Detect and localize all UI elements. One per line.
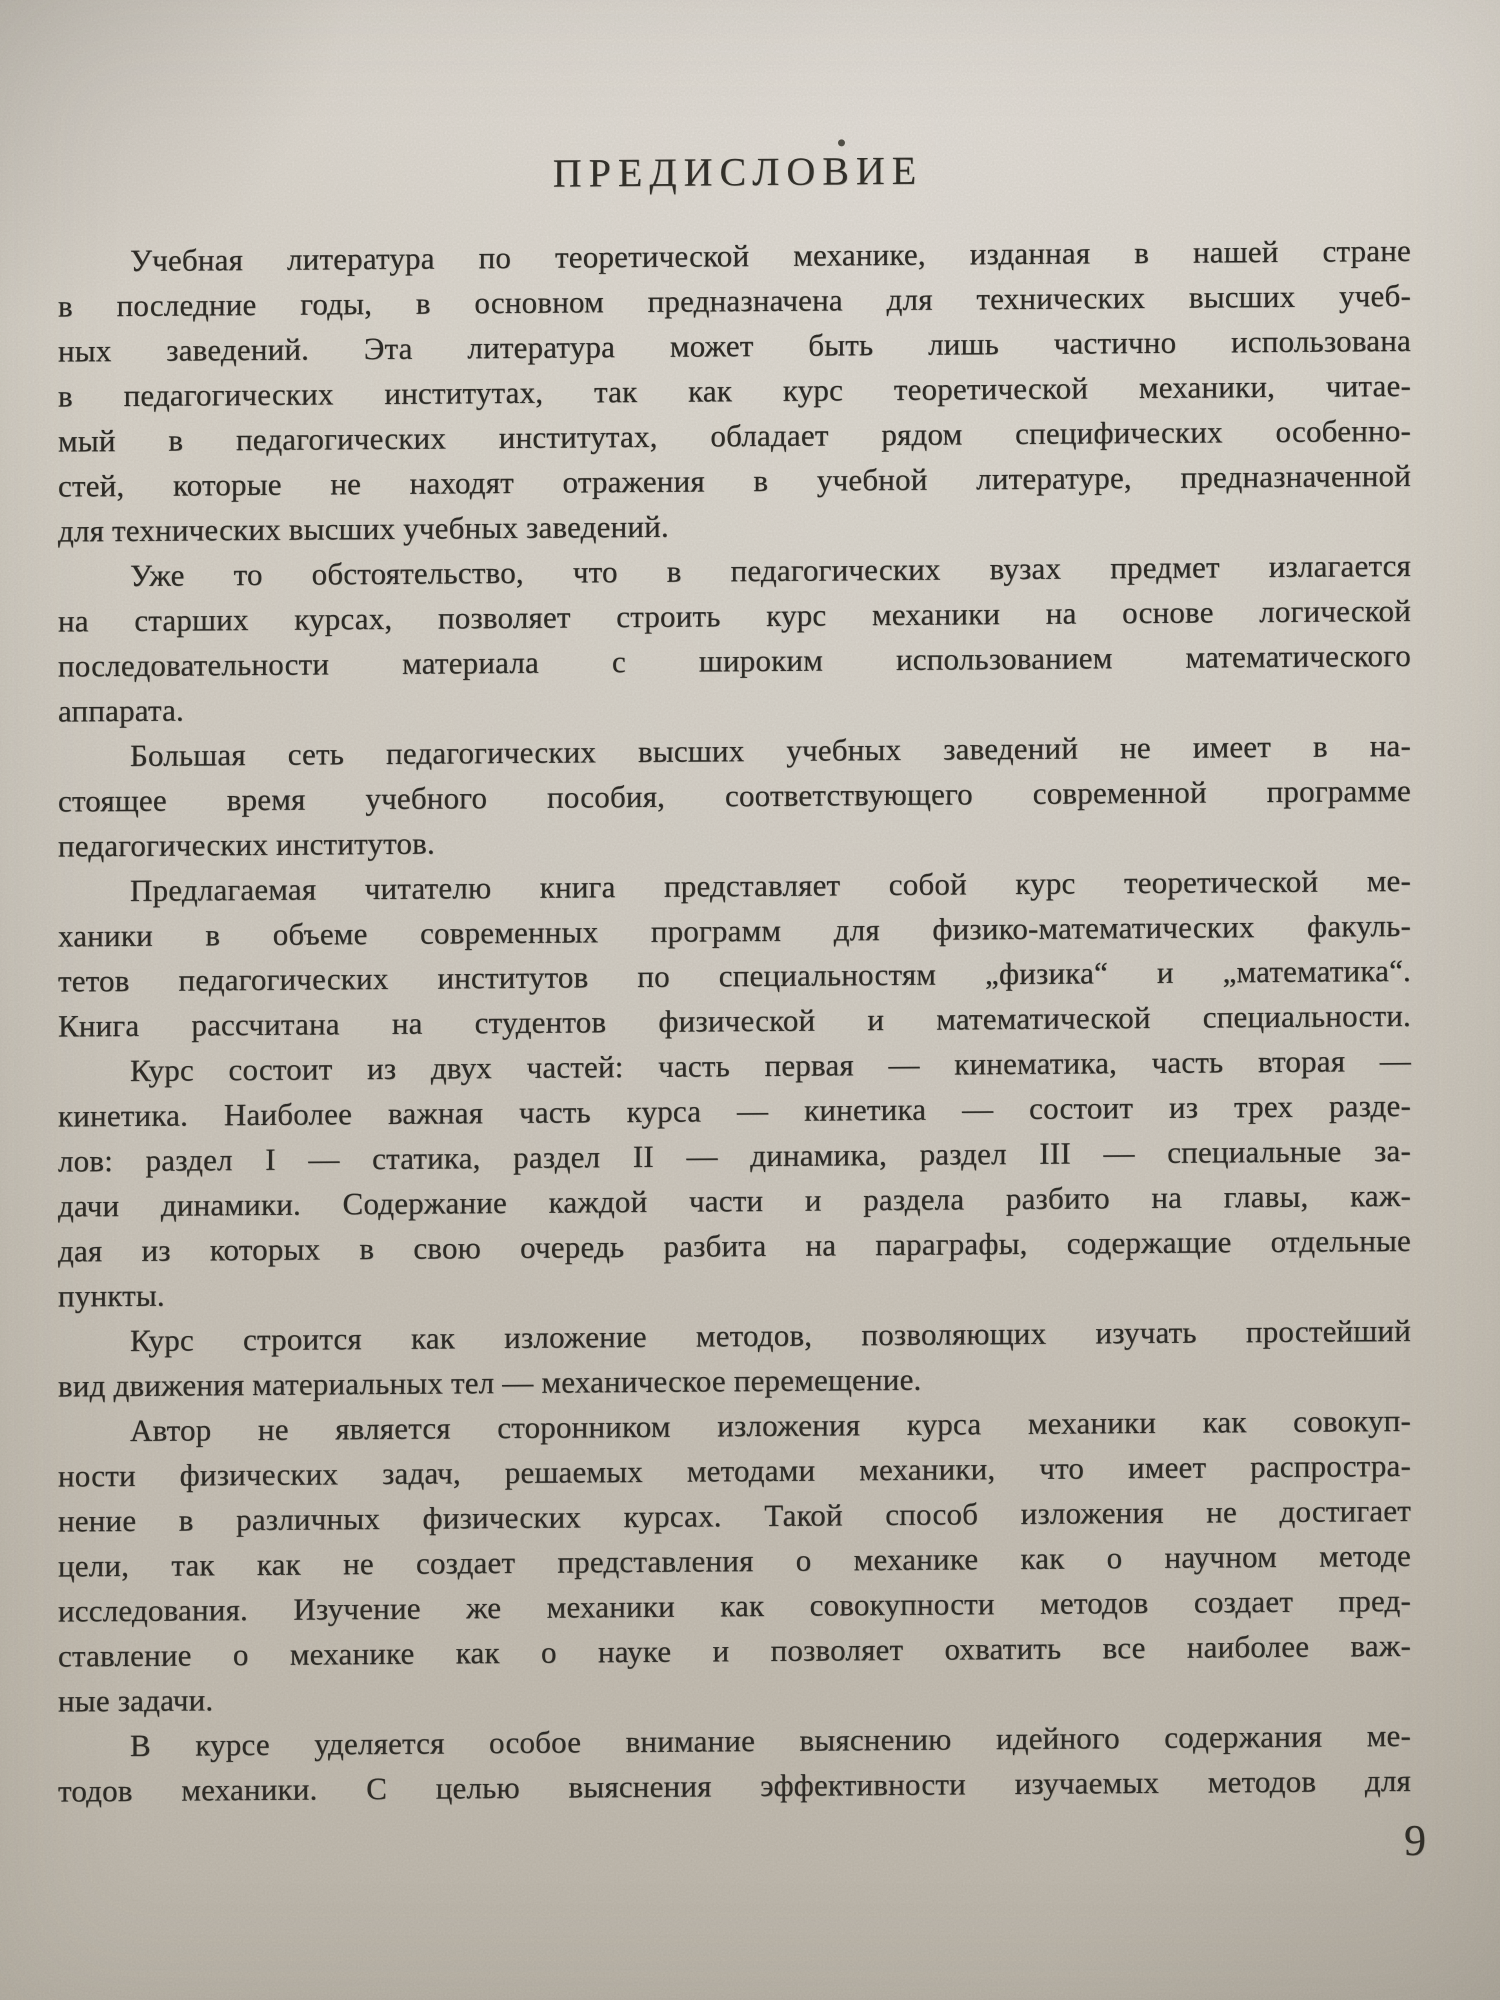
paragraph [58, 723, 1411, 869]
text-line: пункты. [58, 1277, 165, 1314]
text-line: дачи динамики. Содержание каждой части и раздела разбито на главы, каж- [58, 1177, 1411, 1224]
text-line: педагогических институтов. [58, 825, 435, 864]
text-line: Автор не является сторонником изложения курса механики как совокуп- [130, 1402, 1411, 1448]
text-line: ности физических задач, решаемых методами механики, что имеет распростра- [58, 1447, 1411, 1494]
paragraph [58, 543, 1411, 734]
text-line: кинетика. Наиболее важная часть курса — кинетика — состоит из трех разде- [58, 1087, 1411, 1134]
text-line: для технических высших учебных заведений. [58, 508, 669, 549]
text-line: дая из которых в свою очередь разбита на параграфы, содержащие отдельные [58, 1222, 1411, 1269]
text-line: в последние годы, в основном предназначена для технических высших учеб- [58, 277, 1411, 324]
text-line: нение в различных физических курсах. Такой способ изложения не достигает [58, 1492, 1411, 1539]
text-line: ные задачи. [58, 1682, 214, 1719]
text-line: тодов механики. С целью выяснения эффективности изучаемых методов для [58, 1762, 1411, 1809]
text-line: вид движения материальных тел — механическое перемещение. [58, 1361, 922, 1404]
paragraph [58, 1398, 1411, 1724]
text-line: тетов педагогических институтов по специальностям „физика“ и „математика“. [58, 952, 1411, 999]
text-body [58, 228, 1411, 1814]
paragraph [58, 858, 1411, 1049]
text-line: Курс строится как изложение методов, позволяющих изучать простейший [130, 1312, 1411, 1358]
text-line: ных заведений. Эта литература может быть лишь частично использована [58, 322, 1411, 369]
text-line: Учебная литература по теоретической механике, изданная в нашей стране [130, 232, 1411, 278]
paragraph [58, 1713, 1411, 1814]
text-line: Уже то обстоятельство, что в педагогических вузах предмет излагается [130, 547, 1411, 593]
text-line: на старших курсах, позволяет строить курс механики на основе логической [58, 592, 1411, 639]
text-line: стей, которые не находят отражения в учебной литературе, предназначенной [58, 457, 1411, 504]
paragraph [58, 228, 1411, 554]
text-line: В курсе уделяется особое внимание выяснению идейного содержания ме- [130, 1717, 1411, 1763]
text-line: Предлагаемая читателю книга представляет собой курс теоретической ме- [130, 862, 1411, 908]
text-line: в педагогических институтах, так как курс теоретической механики, читае- [58, 367, 1411, 414]
text-line: аппарата. [58, 692, 184, 729]
text-line: стоящее время учебного пособия, соответствующего современной программе [58, 772, 1411, 819]
paragraph [58, 1038, 1411, 1319]
text-line: ставление о механике как о науке и позволяет охватить все наиболее важ- [58, 1627, 1411, 1674]
ink-dot-artifact [838, 139, 845, 146]
text-line: мый в педагогических институтах, обладает рядом специфических особенно- [58, 412, 1411, 459]
text-line: Книга рассчитана на студентов физической и математической специальности. [58, 997, 1411, 1044]
text-line: исследования. Изучение же механики как совокупности методов создает пред- [58, 1582, 1411, 1629]
text-line: ханики в объеме современных программ для физико-математических факуль- [58, 907, 1411, 954]
paragraph [58, 1308, 1411, 1409]
text-line: Большая сеть педагогических высших учебных заведений не имеет в на- [130, 727, 1411, 773]
page-number: 9 [1404, 1815, 1426, 1865]
text-line: Курс состоит из двух частей: часть первая — кинематика, часть вторая — [130, 1042, 1411, 1088]
text-line: последовательности материала с широким использованием математического [58, 637, 1411, 684]
text-line: цели, так как не создает представления о механике как о научном методе [58, 1537, 1411, 1584]
text-line: лов: раздел I — статика, раздел II — динамика, раздел III — специальные за- [58, 1132, 1411, 1179]
page-title: ПРЕДИСЛОВИЕ [552, 147, 924, 196]
